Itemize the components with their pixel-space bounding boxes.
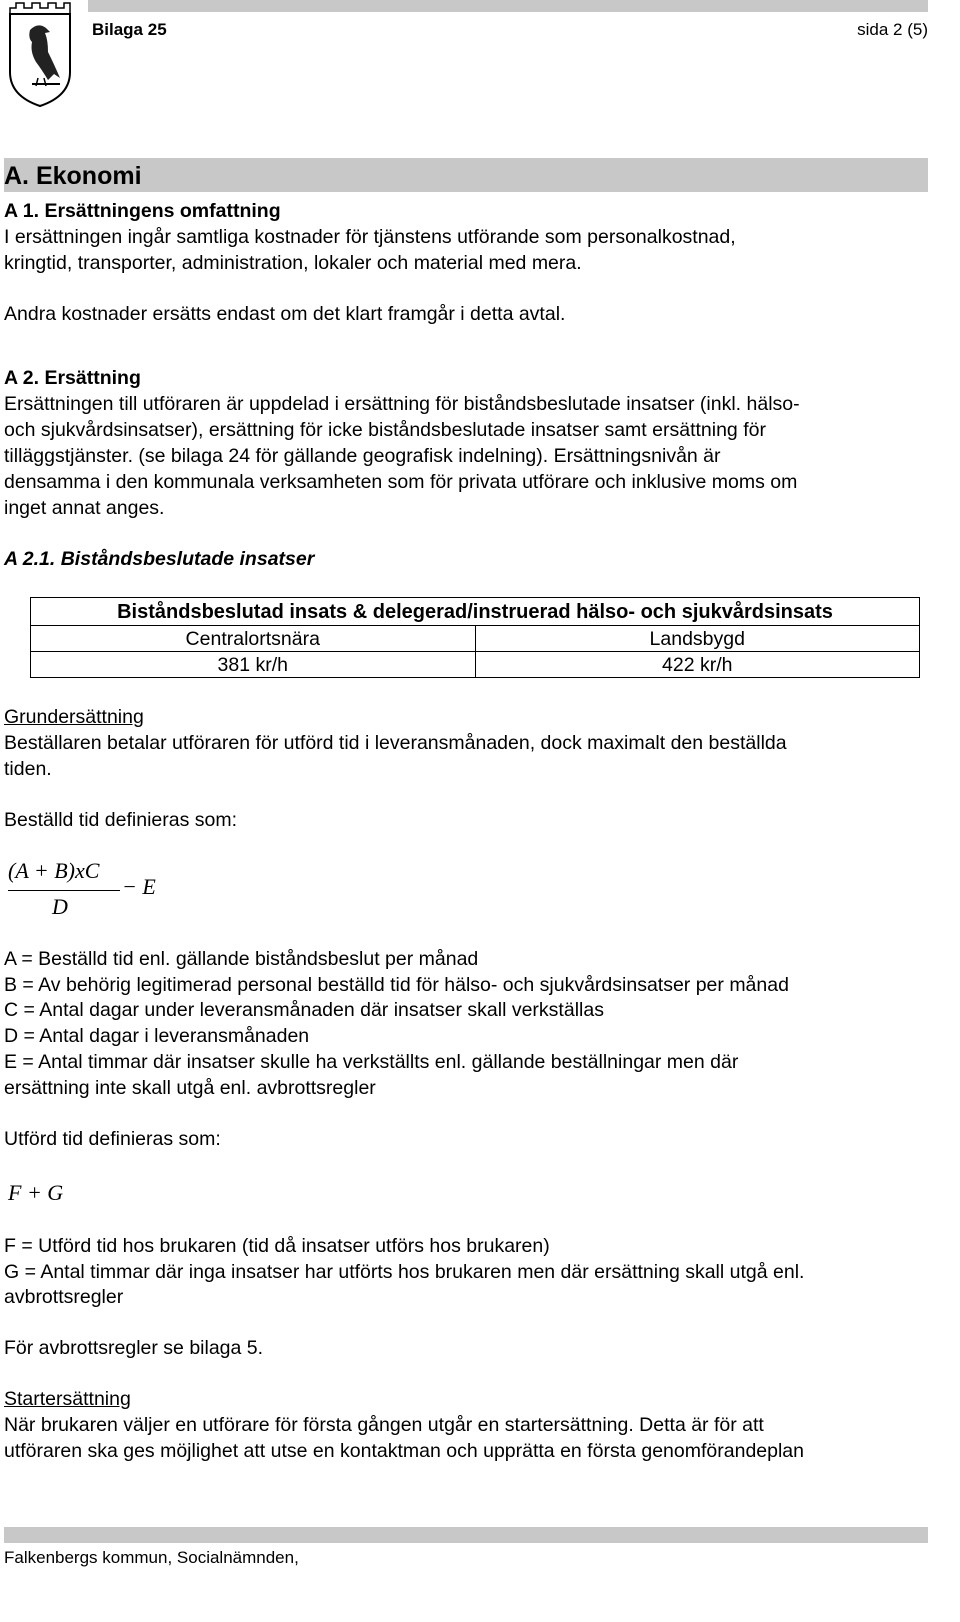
table-header: Biståndsbeslutad insats & delegerad/instruerad hälso- och sjukvårdsinsats [31,598,920,626]
definition-e-line-1: E = Antal timmar där insatser skulle ha verkställts enl. gällande beställningar men där [4,1051,739,1073]
start-line-1: När brukaren väljer en utförare för första gången utgår en startersättning. Detta är för att [4,1414,764,1436]
footer-bar [4,1527,928,1543]
grund-line-1: Beställaren betalar utföraren för utförd tid i leveransmånaden, dock maximalt den beställda [4,732,787,754]
definition-b: B = Av behörig legitimerad personal beställd tid för hälso- och sjukvårdsinsatser per månad [4,974,789,996]
formula-numerator: (A + B)xC [8,858,100,883]
a1-heading: A 1. Ersättningens omfattning [4,200,281,222]
definition-e-line-2: ersättning inte skall utgå enl. avbrottsregler [4,1077,376,1099]
a1-paragraph-line-2: kringtid, transporter, administration, lokaler och material med mera. [4,252,582,274]
a2-heading: A 2. Ersättning [4,367,141,389]
section-title-bar [4,158,928,192]
definition-g-line-1: G = Antal timmar där inga insatser har utförts hos brukaren men där ersättning skall utgå enl. [4,1261,805,1283]
performed-time-definition: Utförd tid definieras som: [4,1128,221,1150]
header-bar [88,0,928,12]
grund-heading: Grundersättning [4,706,144,728]
table-row [31,652,920,678]
a2-line-4: densamma i den kommunala verksamheten som för privata utförare och inklusive moms om [4,471,798,493]
formula-f-plus-g: F + G [8,1180,64,1205]
rate-centralortsnara: 381 kr/h [31,652,476,678]
column-landsbygd: Landsbygd [475,626,920,652]
coat-of-arms-falcon-icon [2,0,78,112]
definition-a: A = Beställd tid enl. gällande biståndsbeslut per månad [4,948,479,970]
attachment-label: Bilaga 25 [92,20,167,39]
definition-f: F = Utförd tid hos brukaren (tid då insatser utförs hos brukaren) [4,1235,550,1257]
a2-line-2: och sjukvårdsinsatser), ersättning för icke biståndsbeslutade insatser samt ersättning för [4,419,766,441]
start-heading: Startersättning [4,1388,131,1410]
definition-g-line-2: avbrottsregler [4,1286,124,1308]
table-row [31,626,920,652]
page-number: sida 2 (5) [857,20,928,39]
section-title: A. Ekonomi [4,162,142,190]
grund-line-2: tiden. [4,758,52,780]
a1-paragraph-line-1: I ersättningen ingår samtliga kostnader för tjänstens utförande som personalkostnad, [4,226,736,248]
table-row [31,598,920,626]
column-centralortsnara: Centralortsnära [31,626,476,652]
a1-other-costs: Andra kostnader ersätts endast om det klart framgår i detta avtal. [4,303,566,325]
footer-text: Falkenbergs kommun, Socialnämnden, [4,1548,299,1567]
formula-subtract-e: − E [122,874,156,899]
ordered-time-definition: Beställd tid definieras som: [4,809,238,831]
interruption-rules-note: För avbrottsregler se bilaga 5. [4,1337,264,1359]
definition-d: D = Antal dagar i leveransmånaden [4,1025,310,1047]
a21-heading: A 2.1. Biståndsbeslutade insatser [4,548,315,570]
a2-line-3: tilläggstjänster. (se bilaga 24 för gällande geografisk indelning). Ersättningsnivån är [4,445,721,467]
formula-denominator: D [52,894,68,919]
rate-table [30,597,920,678]
definition-c: C = Antal dagar under leveransmånaden där insatser skall verkställas [4,999,604,1021]
a2-line-5: inget annat anges. [4,497,165,519]
rate-landsbygd: 422 kr/h [475,652,920,678]
a2-line-1: Ersättningen till utföraren är uppdelad i ersättning för biståndsbeslutade insatser (inkl. hälso- [4,393,800,415]
start-line-2: utföraren ska ges möjlighet att utse en kontaktman och upprätta en första genomförandeplan [4,1440,804,1462]
formula-fraction-line [8,890,120,891]
